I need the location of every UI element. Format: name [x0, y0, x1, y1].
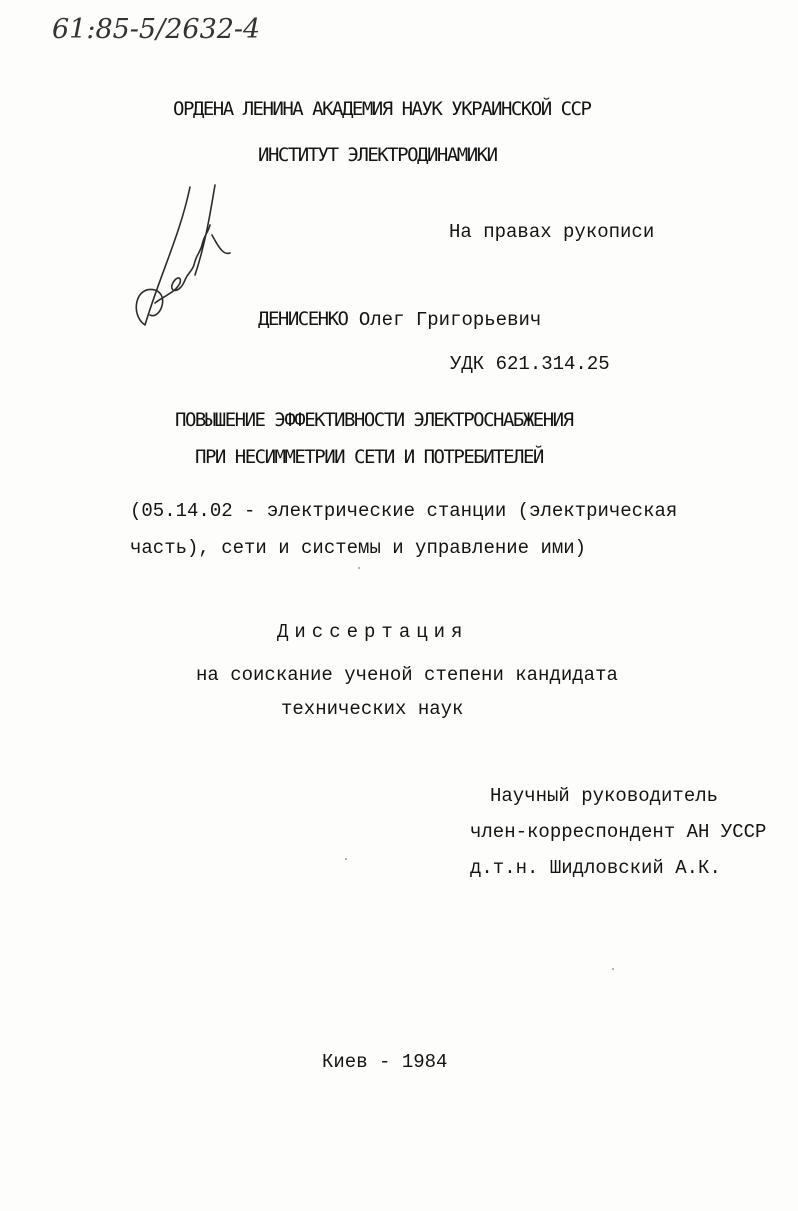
- paper-speck: [345, 858, 347, 860]
- document-type: Диссертация: [277, 621, 469, 643]
- supervisor-name: д.т.н. Шидловский А.К.: [470, 857, 721, 879]
- author-given-names: Олег Григорьевич: [358, 309, 542, 331]
- author-name: [258, 307, 541, 332]
- degree-line-2: технических наук: [281, 698, 464, 720]
- paper-speck: [358, 567, 360, 569]
- degree-line-1: на соискание ученой степени кандидата: [196, 664, 618, 686]
- organization-name: ОРДЕНА ЛЕНИНА АКАДЕМИЯ НАУК УКРАИНСКОЙ ССР: [173, 98, 591, 120]
- specialty-line-2: часть), сети и системы и управление ими): [130, 537, 587, 559]
- title-line-2: ПРИ НЕСИММЕТРИИ СЕТИ И ПОТРЕБИТЕЛЕЙ: [195, 446, 543, 468]
- paper-speck: [612, 968, 614, 970]
- udc-code: УДК 621.314.25: [450, 353, 610, 375]
- archive-number: 61:85-5/2632-4: [52, 14, 261, 45]
- title-line-1: ПОВЫШЕНИЕ ЭФФЕКТИВНОСТИ ЭЛЕКТРОСНАБЖЕНИЯ: [175, 409, 573, 431]
- supervisor-position: член-корреспондент АН УССР: [470, 821, 767, 843]
- institute-name: ИНСТИТУТ ЭЛЕКТРОДИНАМИКИ: [258, 144, 497, 166]
- supervisor-label: Научный руководитель: [490, 785, 719, 807]
- author-surname: ДЕНИСЕНКО: [258, 308, 348, 330]
- specialty-line-1: (05.14.02 - электрические станции (электрическая: [130, 500, 678, 522]
- handwritten-signature: [120, 175, 240, 345]
- city-year: Киев - 1984: [322, 1051, 448, 1073]
- manuscript-rights-label: На правах рукописи: [449, 221, 655, 243]
